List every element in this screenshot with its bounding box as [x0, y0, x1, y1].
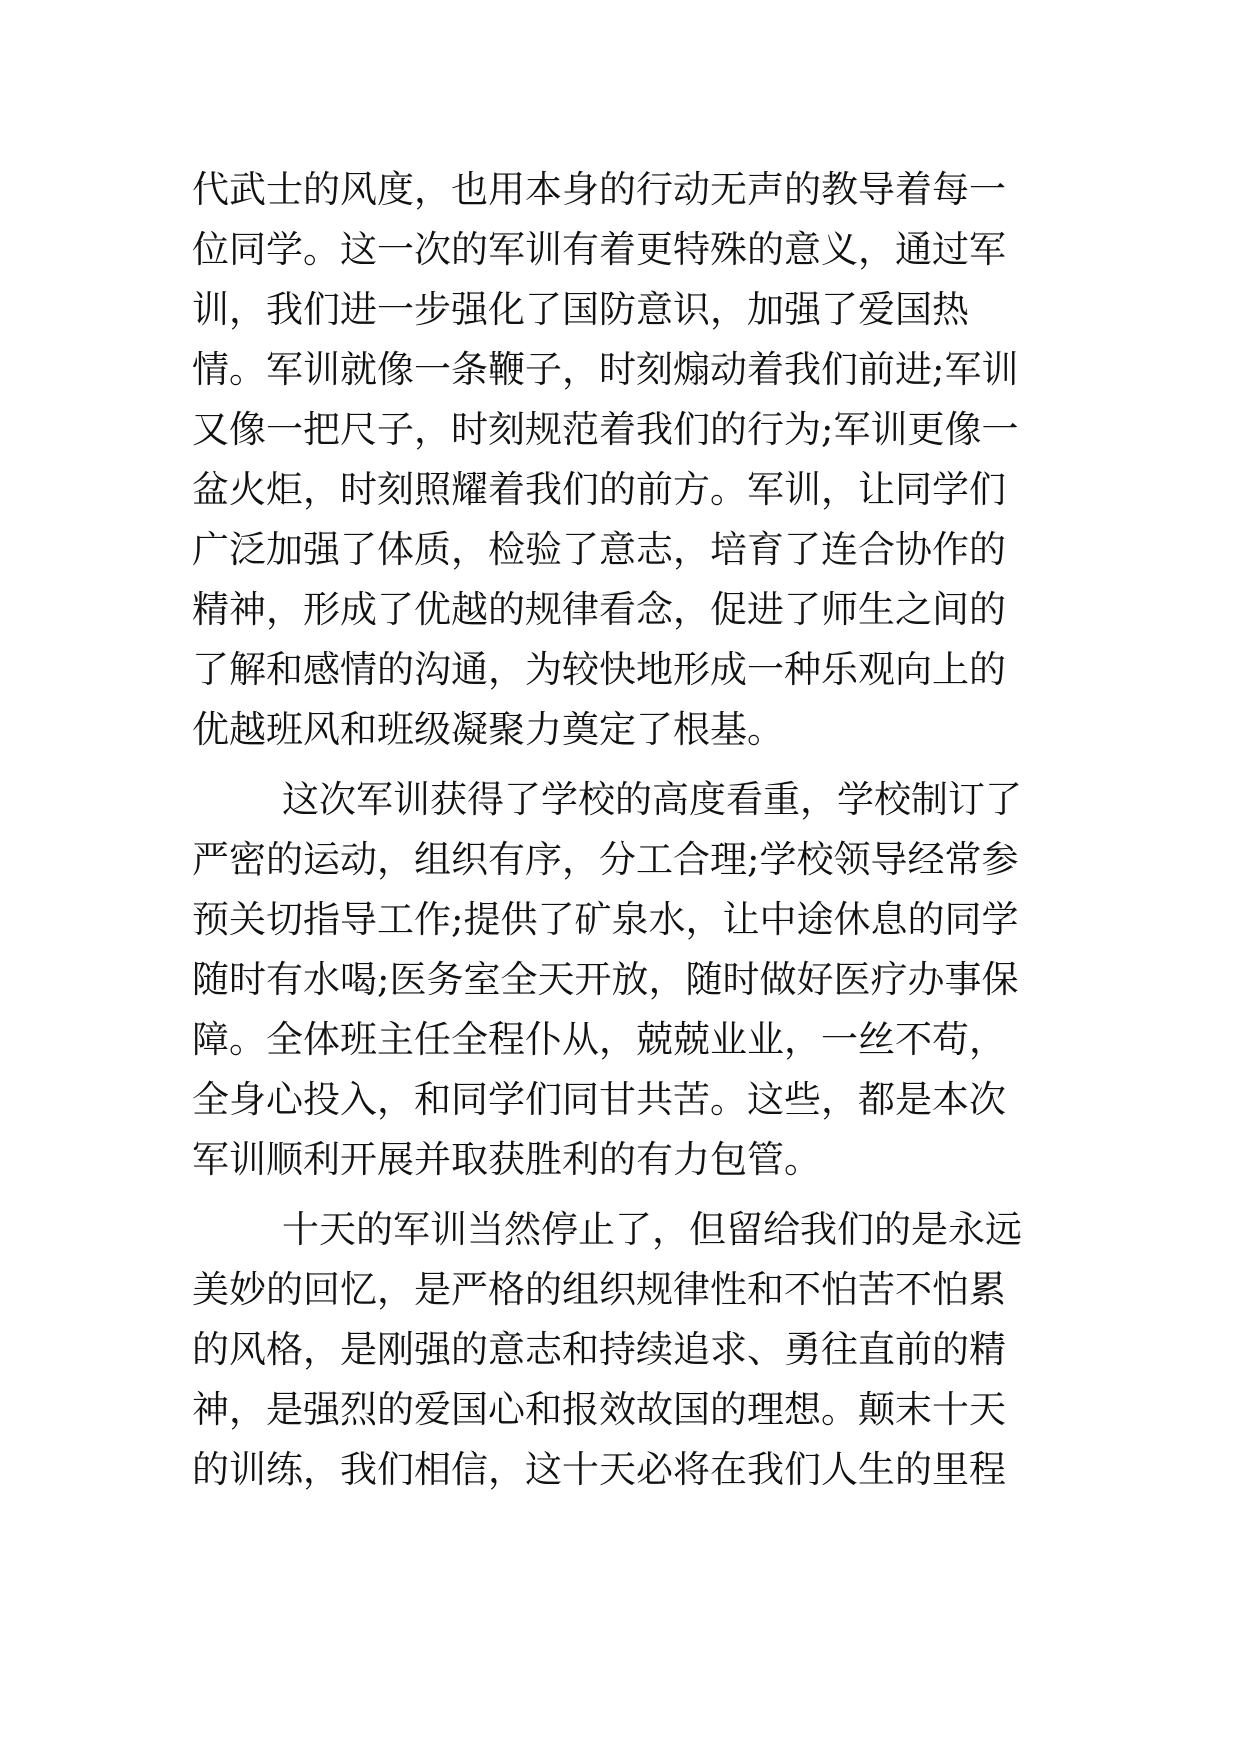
paragraph-1-line-6: 盆火炬，时刻照耀着我们的前方。军训，让同学们 [192, 468, 1006, 511]
paragraph-2-line-2: 严密的运动，组织有序，分工合理;学校领导经常参 [192, 838, 1019, 881]
paragraph-1-line-10: 优越班风和班级凝聚力奠定了根基。 [192, 708, 784, 751]
paragraph-1-line-3: 训，我们进一步强化了国防意识，加强了爱国热 [192, 288, 969, 331]
paragraph-2-line-5: 障。全体班主任全程仆从，兢兢业业，一丝不苟， [192, 1018, 1006, 1061]
paragraph-1-line-8: 精神，形成了优越的规律看念，促进了师生之间的 [192, 588, 1006, 631]
paragraph-1-line-5: 又像一把尺子，时刻规范着我们的行为;军训更像一 [192, 408, 1019, 451]
paragraph-3-line-3: 的风格，是刚强的意志和持续追求、勇往直前的精 [192, 1328, 1006, 1371]
paragraph-3-line-2: 美妙的回忆，是严格的组织规律性和不怕苦不怕累 [192, 1268, 1006, 1311]
paragraph-1-line-1: 代武士的风度，也用本身的行动无声的教导着每一 [192, 168, 1006, 211]
paragraph-1-line-9: 了解和感情的沟通，为较快地形成一种乐观向上的 [192, 648, 1006, 691]
paragraph-2-line-7: 军训顺利开展并取获胜利的有力包管。 [192, 1138, 821, 1181]
paragraph-3-line-1: 十天的军训当然停止了，但留给我们的是永远 [282, 1208, 1022, 1251]
paragraph-2-line-4: 随时有水喝;医务室全天开放，随时做好医疗办事保 [192, 958, 1019, 1001]
paragraph-1-line-7: 广泛加强了体质，检验了意志，培育了连合协作的 [192, 528, 1006, 571]
paragraph-1-line-2: 位同学。这一次的军训有着更特殊的意义，通过军 [192, 228, 1006, 271]
paragraph-2-line-1: 这次军训获得了学校的高度看重，学校制订了 [282, 778, 1022, 821]
paragraph-2-line-3: 预关切指导工作;提供了矿泉水，让中途休息的同学 [192, 898, 1019, 941]
paragraph-3-line-4: 神，是强烈的爱国心和报效故国的理想。颠末十天 [192, 1388, 1006, 1431]
paragraph-3-line-5: 的训练，我们相信，这十天必将在我们人生的里程 [192, 1448, 1006, 1491]
paragraph-1-line-4: 情。军训就像一条鞭子，时刻煽动着我们前进;军训 [192, 348, 1019, 391]
paragraph-2-line-6: 全身心投入，和同学们同甘共苦。这些，都是本次 [192, 1078, 1006, 1121]
